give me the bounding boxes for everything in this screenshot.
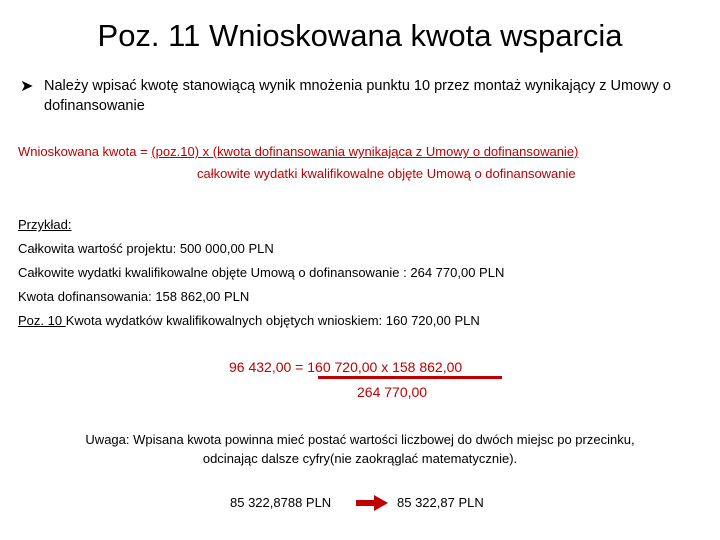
- example-heading: Przykład:: [18, 217, 72, 232]
- fraction-bar: [318, 376, 502, 379]
- formula-denominator: całkowite wydatki kwalifikowalne objęte Umową o dofinansowanie: [197, 166, 576, 181]
- page-title: Poz. 11 Wnioskowana kwota wsparcia: [97, 18, 623, 53]
- calculation-numerator: 160 720,00 x 158 862,00: [307, 359, 463, 375]
- formula-prefix: Wnioskowana kwota =: [18, 144, 152, 159]
- calculation-line: [229, 359, 462, 375]
- formula-line: [18, 144, 578, 159]
- calculation-denominator: 264 770,00: [357, 384, 428, 400]
- formula-numerator: (poz.10) x (kwota dofinansowania wynikająca z Umowy o dofinansowanie): [151, 144, 579, 159]
- example-poz10-line: [18, 313, 480, 328]
- arrow-bullet-icon: ➤: [20, 78, 34, 95]
- calculation-result: 96 432,00 =: [229, 359, 308, 375]
- poz10-label: Poz. 10: [18, 313, 66, 328]
- example-eligible-costs: Całkowite wydatki kwalifikowalne objęte Umową o dofinansowanie : 264 770,00 PLN: [18, 265, 505, 280]
- example-funding-amount: Kwota dofinansowania: 158 862,00 PLN: [18, 289, 250, 304]
- note-line-2: odcinając dalsze cyfry(nie zaokrąglać matematycznie).: [202, 451, 518, 466]
- note-line-1: Uwaga: Wpisana kwota powinna mieć postać wartości liczbowej do dwóch miejsc po przecinku,: [85, 432, 635, 447]
- rounding-after: 85 322,87 PLN: [397, 495, 484, 510]
- example-total-value: Całkowita wartość projektu: 500 000,00 PLN: [18, 241, 274, 256]
- instruction-text: Należy wpisać kwotę stanowiącą wynik mnożenia punktu 10 przez montaż wynikający z Umowy o dofinansowanie: [44, 78, 671, 114]
- rounding-before: 85 322,8788 PLN: [230, 495, 332, 510]
- poz10-value: Kwota wydatków kwalifikowalnych objętych wnioskiem: 160 720,00 PLN: [65, 313, 480, 328]
- right-arrow-icon: [356, 495, 388, 511]
